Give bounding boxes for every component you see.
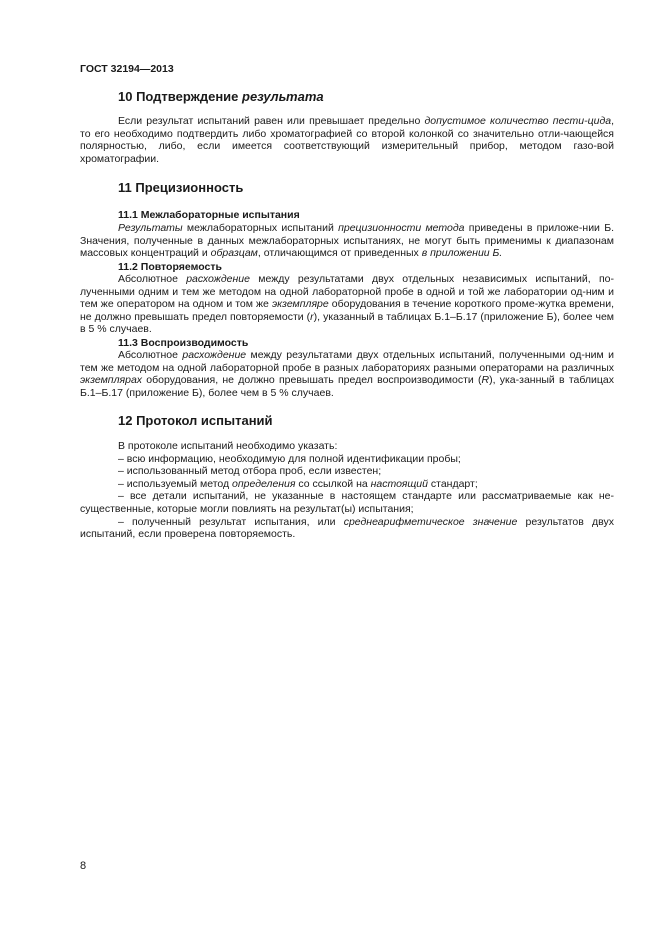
section-10-heading-italic: результата	[242, 89, 324, 104]
subsection-11-3-title: 11.3 Воспроизводимость	[118, 337, 249, 349]
section-12-heading: 12 Протокол испытаний	[118, 413, 273, 428]
subsection-11-1-paragraph: Результаты межлабораторных испытаний прецизионности метода приведены в приложе-нии Б. Значения, полученные в данных межлабораторных испытаниях, не могут быть применимы к диапазонам массовых концентраций и образцам, отличающимся от приведенных в приложении Б.	[80, 222, 615, 260]
list-item: – полученный результат испытания, или среднеарифметическое значение результатов двух испытаний, если проверена повторяемость.	[80, 515, 614, 541]
section-10-heading-text: 10 Подтверждение	[118, 89, 243, 104]
section-12-intro: В протоколе испытаний необходимо указать:	[118, 440, 338, 452]
list-item: – используемый метод определения со ссылкой на настоящий стандарт;	[118, 477, 478, 490]
section-10-paragraph: Если результат испытаний равен или превышает предельно допустимое количество пести-цида, то его необходимо подтвердить либо хроматографией со второй колонкой со значительно отли-чающейся полярностью, либо, если имеется соответствующий измерительный прибор, методом газо-вой хроматографии.	[80, 115, 615, 165]
section-12-list	[80, 440, 614, 541]
list-item: – все детали испытаний, не указанные в настоящем стандарте или рассматриваемые как не-существенные, которые могли повлиять на результат(ы) испытания;	[80, 490, 614, 515]
section-10-heading	[118, 89, 324, 104]
subsection-11-2-title: 11.2 Повторяемость	[118, 261, 222, 273]
subsection-11-1-title: 11.1 Межлабораторные испытания	[118, 209, 300, 221]
document-header: ГОСТ 32194—2013	[80, 63, 174, 75]
subsection-11-2-paragraph: Абсолютное расхождение между результатами двух отдельных независимых испытаний, по-лученными одним и тем же методом на одной лабораторной пробе в одной и той же лаборатории од-ним и тем же оператором на одном и том же экземпляре оборудования в течение короткого проме-жутка времени, не должно превышать предел повторяемости (r), указанный в таблицах Б.1–Б.17 (приложение Б), более чем в 5 % случаев.	[80, 273, 615, 336]
list-item: – всю информацию, необходимую для полной идентификации пробы;	[118, 452, 461, 465]
page-number: 8	[80, 860, 87, 872]
list-item: – использованный метод отбора проб, если известен;	[118, 465, 382, 478]
section-11-heading: 11 Прецизионность	[118, 180, 244, 195]
subsection-11-3-paragraph: Абсолютное расхождение между результатами двух отдельных испытаний, полученными од-ним и тем же методом на одной лабораторной пробе в разных лабораториях разными операторами на различных экземплярах оборудования, не должно превышать предел воспроизводимости (R), ука-занный в таблицах Б.1–Б.17 (приложение Б), более чем в 5 % случаев.	[80, 349, 615, 399]
